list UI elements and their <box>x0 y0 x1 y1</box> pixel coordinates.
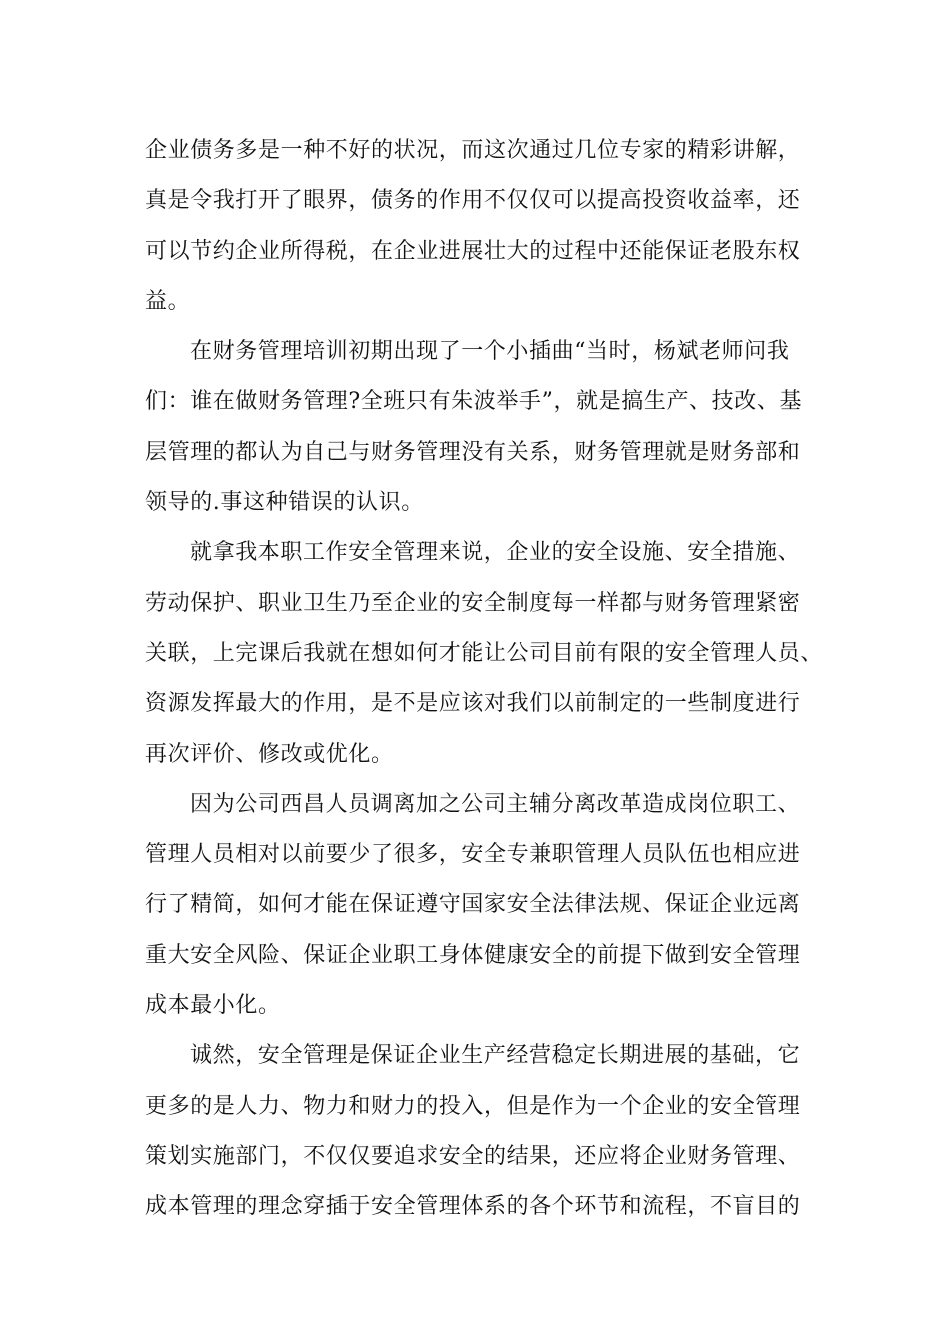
paragraph-line: 再次评价、修改或优化。 <box>145 741 394 767</box>
paragraph-line: 们：谁在做财务管理?全班只有朱波举手”，就是搞生产、技改、基 <box>145 389 803 415</box>
paragraph-line: 可以节约企业所得税，在企业进展壮大的过程中还能保证老股东权 <box>145 238 801 264</box>
paragraph-first-line: 诚然，安全管理是保证企业生产经营稳定长期进展的基础，它 <box>190 1043 801 1069</box>
paragraph-line: 真是令我打开了眼界，债务的作用不仅仅可以提高投资收益率，还 <box>145 188 801 214</box>
paragraph-line: 更多的是人力、物力和财力的投入，但是作为一个企业的安全管理 <box>145 1093 801 1119</box>
paragraph-line: 策划实施部门，不仅仅要追求安全的结果，还应将企业财务管理、 <box>145 1143 801 1169</box>
paragraph-line: 管理人员相对以前要少了很多，安全专兼职管理人员队伍也相应进 <box>145 842 801 868</box>
paragraph-line: 领导的.事这种错误的认识。 <box>145 490 424 516</box>
paragraph-line: 关联，上完课后我就在想如何才能让公司目前有限的安全管理人员、 <box>145 640 824 666</box>
paragraph-line: 益。 <box>145 288 191 314</box>
paragraph-first-line: 就拿我本职工作安全管理来说，企业的安全设施、安全措施、 <box>190 540 801 566</box>
paragraph-line: 层管理的都认为自己与财务管理没有关系，财务管理就是财务部和 <box>145 439 801 465</box>
paragraph-line: 行了精简，如何才能在保证遵守国家安全法律法规、保证企业远离 <box>145 892 801 918</box>
paragraph-line: 成本管理的理念穿插于安全管理体系的各个环节和流程，不盲目的 <box>145 1194 801 1220</box>
paragraph-line: 重大安全风险、保证企业职工身体健康安全的前提下做到安全管理 <box>145 942 801 968</box>
paragraph-line: 成本最小化。 <box>145 993 281 1019</box>
paragraph-first-line: 在财务管理培训初期出现了一个小插曲“当时，杨斌老师问我 <box>190 339 790 365</box>
document-body <box>145 126 825 1233</box>
paragraph-line: 资源发挥最大的作用，是不是应该对我们以前制定的一些制度进行 <box>145 691 801 717</box>
paragraph-line: 劳动保护、职业卫生乃至企业的安全制度每一样都与财务管理紧密 <box>145 590 801 616</box>
paragraph-line: 企业债务多是一种不好的状况，而这次通过几位专家的精彩讲解， <box>145 138 801 163</box>
paragraph-first-line: 因为公司西昌人员调离加之公司主辅分离改革造成岗位职工、 <box>190 791 801 817</box>
